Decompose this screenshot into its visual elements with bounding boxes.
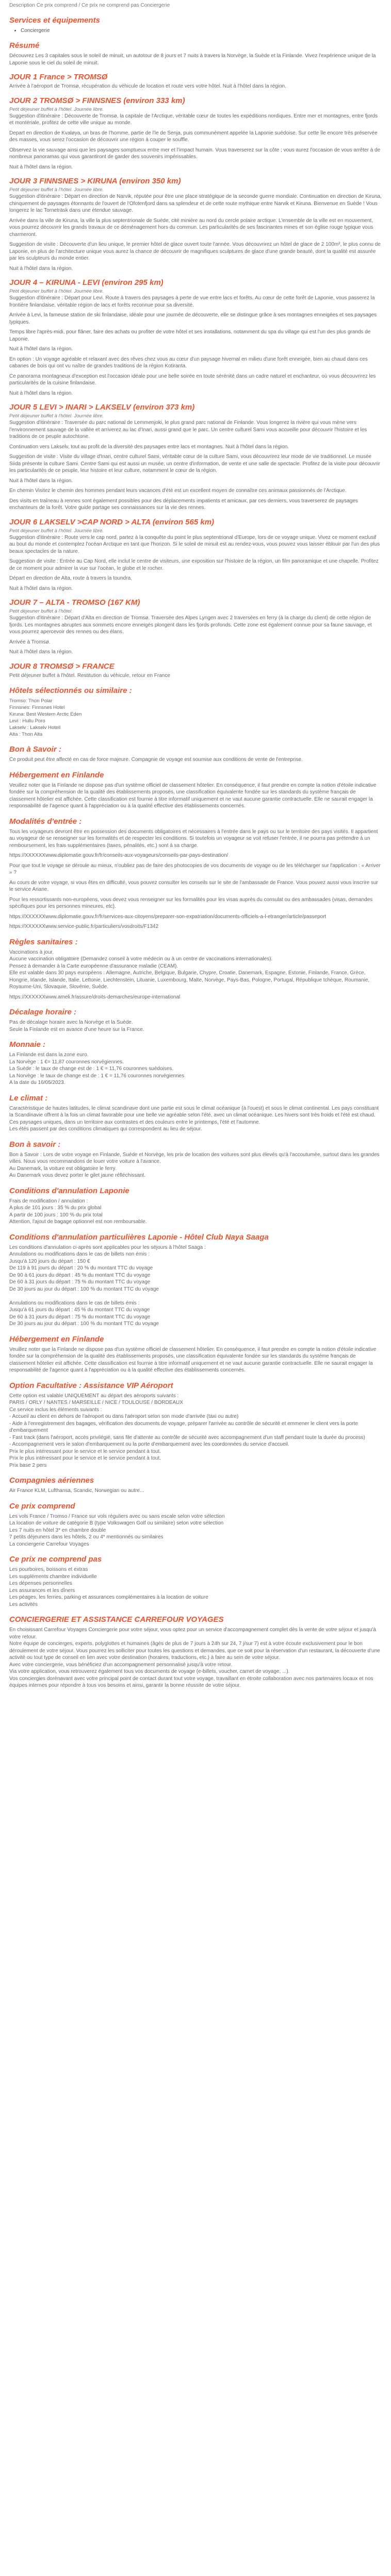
modalites-link-2[interactable]: https://XXXXXXwww.diplomatie.gouv.fr/fr/services-aux-citoyens/preparer-son-expatriation/documents-officiels-a-l-etranger/article/passeport (9, 913, 327, 920)
hotel-item: Tromso: Thon Polar (9, 698, 53, 704)
day-title: JOUR 3 FINNSNES > KIRUNA (environ 350 km) (9, 177, 181, 185)
intro-line: Description Ce prix comprend / Ce prix ne comprend pas Conciergerie (9, 3, 170, 8)
decalage-text: Pas de décalage horaire avec la Norvège et la Suède. Seule la Finlande est en avance d'une heure sur la France. (9, 1020, 144, 1032)
climat-text: Caractéristique de hautes latitudes, le climat scandinave dont une partie est sous le climat océanique (à l'ouest) et sous le climat continental. Les pays constituant la Scandinavie offrent à la fois un climat favorable pour une belle vie agréable selon l'été, avec un climat océanique. Les hivers sont très froids et l'été est chaud. Ces paysages uniques, dans un territoire aux contrastes et des couleurs entre le printemps, l'été et l'automne. Les étés passent par des conditions climatiques qui correspondent au lieu de séjour. (9, 1105, 379, 1132)
day-text: Suggestion de visite : Découverte d'un lieu unique, le premier hôtel de glace ouvert toute l'année. Vous découvrirez un hôtel de glace de 2 100m², le plus connu de Laponie, en plus de l'architecture unique vous aurez la chance de découvrir de magnifiques sculptures de glace d'une grande beauté, dont la qualité est assurée par les sculpteurs du monde entier. (9, 242, 381, 261)
day-title: JOUR 2 TROMSØ > FINNSNES (environ 333 km) (9, 96, 185, 105)
day-title: JOUR 4 – KIRUNA - LEVI (environ 295 km) (9, 278, 164, 287)
day-text: Arrivée dans la ville de Kiruna, la ville la plus septentrionale de Suède, cité minière au nord du cercle polaire arctique. L'ensemble de la ville est en mouvement, vous pourrez découvrir les grands travaux de ce déménagement hors du commun. Les particularités de ses fascinantes mines et son église rouge typique vous charmeront. (9, 217, 373, 238)
day-text: Suggestion d'itinéraire : Départ d'Alta en direction de Tromsø. Traversée des Alpes Lyngen avec 2 traversées en ferry (à la charge du client) de cette région de fjords. Les montagnes abruptes aux sommets encore enneigés plongent dans les fjords profonds. Cette zone est également connue pour sa faune sauvage, et vous pourrez apercevoir des rennes ou des élans. (9, 615, 372, 635)
day-text: Arrivée à Levi, la fameuse station de ski finlandaise, idéale pour une journée de découverte, elle se distingue grâce à ses montagnes enneigées et ses paysages typiques. (9, 312, 377, 325)
annulation-text: Frais de modification / annulation : A plus de 101 jours : 35 % du prix global A partir de 100 jours : 100 % du prix total Attention, l'ajout de bagage optionnel est non remboursable. (9, 1198, 147, 1225)
day-text: Ce panorama montagneux d'exception est l'occasion idéale pour une belle soirée en toute sérénité dans un cadre naturel et enchanteur, où vous découvrirez les particularités de la cuisine finlandaise. (9, 373, 376, 386)
hotel-item: Lakselv : Lakselv Hotell (9, 725, 61, 731)
day-text: Petit déjeuner buffet à l'hôtel. Restitution du véhicule, retour en France (9, 672, 170, 679)
modalites-title: Modalités d'entrée : (9, 817, 82, 826)
day-text: Petit déjeuner buffet à l'hôtel. Journée libre. (9, 528, 104, 534)
option-title: Option Facultative : Assistance VIP Aéroport (9, 1381, 173, 1390)
day-title: JOUR 5 LEVI > INARI > LAKSELV (environ 373 km) (9, 403, 195, 412)
day-text: Arrivée à Tromsø. (9, 639, 51, 645)
day-text: Suggestion d'itinéraire : Traversée du parc national de Lemmenjoki, le plus grand parc national de Finlande. Vous longerez la rivière qui vous mène vers l'environnement sauvage de la vallée et arriverez au lac d'Inari, aussi grand que le parc. Un centre culturel Sami vous accueille pour découvrir l'histoire et les traditions de ce peuple autochtone. (9, 420, 367, 439)
day-text: Nuit à l'hôtel dans la région. (9, 649, 73, 655)
day-text: Petit déjeuner buffet à l'hôtel. Journée libre. (9, 289, 104, 294)
hotel-item: Finnsnes: Finnsnes Hotel (9, 705, 65, 710)
day-text: Nuit à l'hôtel dans la région. (9, 390, 73, 396)
day-text: Continuation vers Lakselv, tout au profit de la diversité des paysages entre lacs et montagnes. Nuit à l'hôtel dans la région. (9, 444, 289, 450)
hotel-item: Alta : Thon Alta (9, 732, 43, 737)
day-text: Petit déjeuner buffet à l'hôtel. Journée libre. (9, 413, 104, 419)
itinerary (9, 73, 382, 679)
day-text: Arrivée à l'aéroport de Tromsø, récupération du véhicule de location et route vers votre hôtel. Nuit à l'hôtel dans la région. (9, 83, 286, 89)
day-text: Depart en direction de Kvaløya, un bras de l'homme, partie de l'le de Senja, puis communément appelée la Laponie suédoise. Sur cette île encore très préservée des masses, vous serez l'occasion de découvrir une région à couper le souffle. (9, 130, 378, 143)
hebergement-2-text: Veuillez noter que la Finlande ne dispose pas d'un système officiel de classement hôtelier. En conséquence, il faut prendre en compte la notion d'étoile indicative fondée sur la compréhension de la qualité des établissements proposés, une classification équivalente fondée sur les standards du système français de classement hôtelier est affichée. Cette classification est fournie à titre informatif uniquement et ne vaut aucune garantie contractuelle. Elle ne saurait engager la responsabilité de l'agence quant à l'appréciation ou à la qualité effective des établissements concernés. (9, 1346, 377, 1373)
day-text: Suggestion d'itinéraire : Route vers le cap nord, partez à la conquête du point le plus septentrional d'Europe, lors de ce voyage unique. Vivez ce moment exclusif au bout du monde et contemplez l'océan Arctique en tant que l'horizon. Si le soleil de minuit est au rendez-vous, vous pouvez vous laisser éblouir par l'un des plus beaux spectacles de la nature. (9, 534, 380, 554)
day-text: En option : Un voyage agréable et relaxant avec des rêves chez vous au cœur d'un paysage hivernal en milieu d'une forêt enneigée, bien au chaud dans ces cabanes de bois qui ont vu naître de grandes traditions de la région Kotiranta. (9, 356, 368, 369)
hotel-item: Kiruna: Best Western Arctic Eden (9, 711, 82, 717)
hotels-title: Hôtels sélectionnés ou similaire : (9, 686, 132, 695)
day-text: Petit déjeuner buffet à l'hôtel. Journée libre. (9, 106, 104, 112)
bon-savoir-1-text: Ce produit peut être affecté en cas de force majeure. Compagnie de voyage est soumise aux conditions de vente de l'entreprise. (9, 757, 303, 762)
day-text: Temps libre l'après-midi, pour flâner, faire des achats ou profiter de votre hôtel et ses installations, notamment du spa du village qui est l'un des plus grands de Laponie. (9, 329, 371, 342)
comprend-title: Ce prix comprend (9, 1501, 75, 1511)
modalites-text-2: Pour que tout le voyage se déroule au mieux, n'oubliez pas de faire des photocopies de vos documents de voyage ou de les télécharger sur l'application : « Arriver » ? (9, 862, 381, 875)
climat-title: Le climat : (9, 1093, 48, 1103)
modalites-text-4: Pour les ressortissants non-européens, vous devez vous renseigner sur les formalités pour les visas auprès du consulat ou des ambassades (visas, demandes spécifiques pour les personnes mineures, etc). (9, 896, 373, 909)
compagnies-title: Compagnies aériennes (9, 1476, 94, 1485)
day-text: Suggestion d'itinéraire : Départ en direction de Narvik, réputée pour être une place stratégique de la seconde guerre mondiale. Continuation en direction de Kiruna, chinquement de paysages étonnants de l'ouvert de l'Ofotenfjord dans sa splendeur et de cette route mythique entre Narvik et Kiruna. Bienvenue en Suède ! Vous longerez le lac Torneträsk dans une étendue sauvage. (9, 194, 382, 213)
hotel-item: Levi : Hullu Poro (9, 718, 45, 724)
ne-comprend-title: Ce prix ne comprend pas (9, 1555, 102, 1564)
resume-title: Résumé (9, 41, 40, 50)
day-text: Petit déjeuner buffet à l'hôtel. (9, 608, 73, 614)
day-text: Nuit à l'hôtel dans la région. (9, 265, 73, 272)
ne-comprend-text: Les pourboires, boissons et extras Les suppléments chambre individuelle Les dépenses personnelles Les assurances et les dîners Les péages, les ferries, parking et assurances complémentaires à la location de voiture Les activités (9, 1567, 208, 1607)
day-title: JOUR 8 TROMSØ > FRANCE (9, 662, 115, 671)
bon-savoir-1-title: Bon à Savoir : (9, 745, 61, 754)
services-title: Services et équipements (9, 16, 100, 25)
modalites-text: Tous les voyageurs devront être en possession des documents obligatoires et nécessaires à l'entrée dans le pays ou sur le territoire des pays visités. Il appartient au voyageur de se renseigner sur les formalités et de respecter les conditions. Si toutefois un voyageur se voit refuser l'entrée, il ne pourra pas prétendre à un remboursement, les frais supplémentaires (taxes, pénalités, etc.) sont à sa charge. (9, 828, 378, 849)
services-item: • Conciergerie (21, 27, 382, 34)
modalites-link[interactable]: https://XXXXXXwww.diplomatie.gouv.fr/fr/conseils-aux-voyageurs/conseils-par-pays-destination/ (9, 853, 229, 858)
bon-savoir-2-text: Bon à Savoir : Lors de votre voyage en Finlande, Suède et Norvège, les prix de location des voitures sont plus élevés qu'à l'accoutumée, surtout dans les grandes villes. Nous vous recommandons de louer votre voiture à l'avance. Au Danemark, la voiture est obligatoire le ferry. Au Danemark vous devez porter le gilet jaune réfléchissant. (9, 1151, 380, 1178)
annulation-title: Conditions d'annulation Laponie (9, 1186, 129, 1195)
day-title: JOUR 7 – ALTA - TROMSO (167 KM) (9, 598, 140, 607)
conciergerie-text: En choisissant Carrefour Voyages Conciergerie pour votre séjour, vous optez pour un service d'accompagnement complet dès la vente de votre séjour et jusqu'à votre retour. Notre équipe de concierges, experts, polyglottes et humaines (âgés de plus de 7 jours à 24h sur 24, 7 j/sur 7) est à votre écoute exclusivement pour le bon déroulement de votre séjour. Vous pourrez les solliciter pour toutes les questions et demandes, que ce soit pour la réservation d'un restaurant, la découverte d'une activité ou tout type de conseil en lien avec votre destination (horaires, traductions, etc.) à faire au sein de votre séjour. Avec votre conciergerie, vous bénéficiez d'un accompagnement personnalisé jusqu'à votre retour. Via votre application, vous retrouverez également tous vos documents de voyage (e-billets, voucher, carnet de voyage, ...). Vos conciergies dorénavant avec votre principal point de contact durant tout votre voyage, travaillant en étroite collaboration avec nos partenaires locaux et nos équipes internes pour répondre à tous vos besoins et ainsi, garantir la bonne réussite de votre séjour. (9, 1627, 380, 1688)
particulieres-title: Conditions d'annulation particulières Laponie - Hôtel Club Naya Saaga (9, 1232, 269, 1242)
day-text: Suggestion de visite : Visite du village d'Inari, centre culturel Sami, véritable cœur de la culture Sami, vous découvrirez leur mode de vie traditionnel. Le musée Siida présente la culture Sami. Centre Sami qui est aussi un musée, un centre d'information, de vente et une salle de spectacle. Profitez de la visite pour découvrir les particularités de ce peuple, leur histoire et leur culture, notamment le cœur de la région. (9, 454, 380, 473)
day-text: Nuit à l'hôtel dans la région. (9, 164, 73, 170)
day-text: Suggestion de visite : Entrée au Cap Nord, elle inclut le centre de visiteurs, une exposition sur l'histoire de la région, un film panoramique et une chapelle. Profitez de ce moment pour admirer la vue sur l'océan, le globe et le rocher. (9, 558, 379, 571)
particulieres-text: Les conditions d'annulation ci-après sont applicables pour les séjours à l'hôtel Saaga : Annulations ou modifications dans le cas de billets non émis : Jusqu'à 120 jours du départ : 150 € De 119 à 91 jours du départ : 20 % du montant TTC du voyage De 90 à 61 jours du départ : 45 % du montant TTC du voyage De 60 à 31 jours du départ : 75 % du montant TTC du voyage De 30 jours au jour du départ : 100 % du montant TTC du voyage Annulations ou modifications dans le cas de billets émis : Jusqu'à 61 jours du départ : 45 % du montant TTC du voyage De 60 à 31 jours du départ : 75 % du montant TTC du voyage De 30 jours au jour du départ : 100 % du montant TTC du voyage (9, 1244, 206, 1327)
bon-savoir-2-title: Bon à savoir : (9, 1140, 61, 1149)
reglages-text: Vaccinations à jour. Aucune vaccination obligatoire (Demandez conseil à votre médecin ou à un centre de vaccinations internationales). Pensez à demander à la Carte européenne d'assurance maladie (CEAM). Elle est valable dans 30 pays européens : Allemagne, Autriche, Belgique, Bulgarie, Chypre, Croatie, Danemark, Espagne, Estonie, Finlande, France, Grèce, Hongrie, Irlande, Islande, Italie, Lettonie, Liechtenstein, Lituanie, Luxembourg, Malte, Norvège, Pays-Bas, Pologne, Portugal, République tchèque, Roumanie, Royaume-Uni, Slovaquie, Slovénie, Suède. (9, 949, 370, 990)
hotels-list (9, 698, 382, 738)
monnaie-text: La Finlande est dans la zone euro. La Norvège : 1 €= 11,87 couronnes norvégiennes. La Suède : le taux de change est de : 1 € = 11,76 couronnes suédoises. La Norvège : le taux de change est de : 1 € = 11,76 couronnes norvégiennes A la date du 16/05/2023. (9, 1052, 185, 1086)
hebergement-2-title: Hébergement en Finlande (9, 1334, 104, 1344)
day-text: Nuit à l'hôtel dans la région. (9, 585, 73, 591)
day-text: En chemin Visitez le chemin des hommes pendant leurs vacances d'été est un excellent moyen de connaître ces animaux passionnés de l'Arctique. (9, 488, 347, 494)
reglages-link[interactable]: https://XXXXXXwww.ameli.fr/assure/droits-demarches/europe-international (9, 994, 181, 1000)
day-text: Nuit à l'hôtel dans la région. (9, 346, 73, 352)
conciergerie-title: CONCIERGERIE ET ASSISTANCE CARREFOUR VOYAGES (9, 1615, 224, 1624)
day-text: Observez la vie sauvage ainsi que les paysages somptueux entre mer et l'impact humain. Vous traverserez sur la côte ; vous aurez l'occasion de vous arrêter à de nombreux panoramas qui vous garantiront de garder des souvenirs impérissables. (9, 147, 381, 160)
day-title: JOUR 1 France > TROMSØ (9, 73, 108, 81)
resume-text: Découvrez Les 3 capitales sous le soleil de minuit, un autotour de 8 jours et 7 nuits à travers la Norvège, la Suède et la Finlande. Vivez l'expérience unique de la Laponie sous le ciel du soleil de minuit. (9, 53, 376, 66)
day-text: Nuit à l'hôtel dans la région. (9, 478, 73, 484)
hebergement-title: Hébergement en Finlande (9, 770, 104, 779)
day-text: Des visits en traîneau à rennes sont également possibles pour des déplacements impatients et amicaux, par ces derniers, vous traverserez de paysages enchanteurs de la forêt. Votre guide partage ses connaissances sur la vie des rennes. (9, 498, 358, 511)
modalites-link-3[interactable]: https://XXXXXXwww.service-public.fr/particuliers/vosdroits/F1342 (9, 924, 158, 929)
option-text: Cette option est valable UNIQUEMENT au départ des aéroports suivants : PARIS / ORLY / NANTES / MARSEILLE / NICE / TOULOUSE / BORDEAUX Ce service inclus les éléments suivants : - Accueil au client en dehors de l'aéroport ou dans l'aéroport selon son mode d'arrivée (taxi ou autre) - Aide à l'enregistrement des bagages, vérification des documents de voyage, préparer l'arrivée au contrôle de sécurité et emmener le client vers la porte d'embarquement - Fast track (dans l'aéroport, accès privilégié, sans file d'attente au contrôle de sécurité avec accompagnement d'un staff pendant toute la durée du process) - Accompagnement vers le salon d'embarquement ou la porte d'embarquement avec les coordonnées du service d'accueil. Prix le plus intéressant pour le service et le service pendant à tout. Prix le plus intéressant pour le service et le service pendant à tout. Prix base 2 pers (9, 1393, 365, 1468)
compagnies-text: Air France KLM, Lufthansa, Scandic, Norwegian ou autre... (9, 1488, 144, 1494)
day-text: Suggestion d'itinéraire : Découverte de Tromsø, la capitale de l'Arctique, véritable cœur de toutes les expéditions nordiques. Entre mer et montagnes, entre fjords et montériale, profitez de cette ville unique au monde. (9, 113, 378, 126)
day-text: Départ en direction de Alta, route à travers la toundra. (9, 575, 132, 581)
day-title: JOUR 6 LAKSELV >CAP NORD > ALTA (environ 565 km) (9, 517, 215, 527)
hebergement-text: Veuillez noter que la Finlande ne dispose pas d'un système officiel de classement hôtelier. En conséquence, il faut prendre en compte la notion d'étoile indicative fondée sur la compréhension de la qualité des établissements proposés, une classification équivalente fondée sur les standards du système français de classement hôtelier est affichée. Cette classification est fournie à titre informatif uniquement et ne vaut aucune garantie contractuelle. Elle ne saurait engager la responsabilité de l'agence quant à l'appréciation ou à la qualité effective des établissements concernés. (9, 782, 377, 809)
day-text: Petit déjeuner buffet à l'hôtel. Journée libre. (9, 187, 104, 193)
monnaie-title: Monnaie : (9, 1040, 45, 1049)
decalage-title: Décalage horaire : (9, 1008, 77, 1016)
comprend-text: Les vols France / Tromso / France sur vols réguliers avec ou sans escale selon votre sélection La location de voiture de catégorie B (type Volkswagen Golf ou similaire) selon votre sélection Les 7 nuits en hôtel 3* en chambre double 7 petits déjeuners dans les hôtels, 2 ou 4* mentionnés ou similaires La conciergerie Carrefour Voyages (9, 1513, 225, 1547)
modalites-text-3: Au cours de votre voyage, si vous êtes en difficulté, vous pouvez consulter les conseils sur le site de l'ambassade de France. Vous pouvez aussi vous inscrire sur le service Ariane. (9, 879, 378, 892)
services-list (9, 27, 382, 34)
day-text: Suggestion d'itinéraire : Départ pour Levi. Route à travers des paysages à perte de vue entre lacs et forêts. Au cœur de cette forêt de Laponie, vous passerez la frontière finlandaise, véritable région de lacs et forêts reconnue pour sa diversité. (9, 295, 375, 308)
reglages-title: Règles sanitaires : (9, 937, 78, 946)
